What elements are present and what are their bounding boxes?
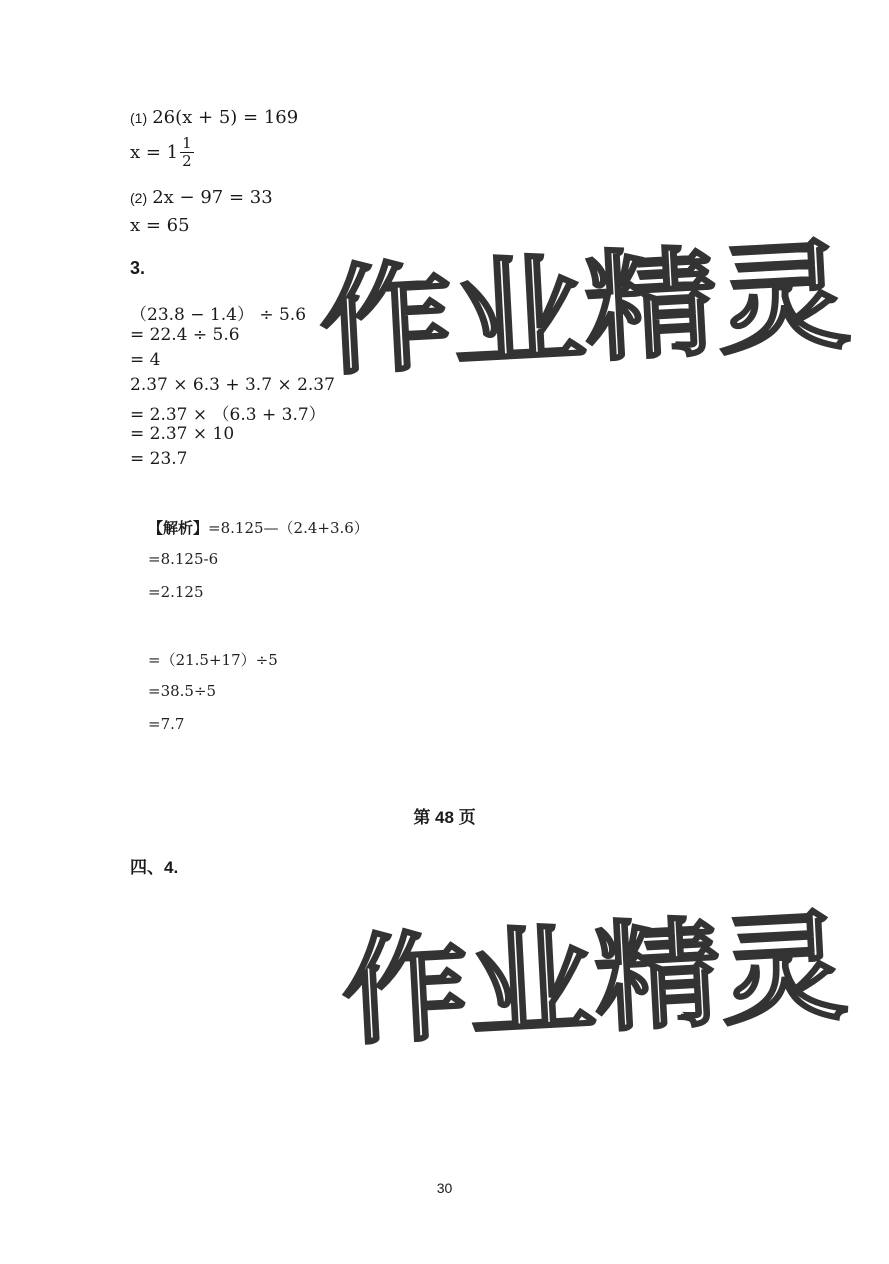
calc-line: = 2.37 × 10 bbox=[130, 424, 235, 444]
equation-1 bbox=[130, 107, 298, 128]
calc-line: = 23.7 bbox=[130, 449, 188, 469]
equation-2 bbox=[130, 187, 273, 208]
analysis-line: =（21.5+17）÷5 bbox=[148, 651, 278, 669]
watermark-logo bbox=[305, 225, 875, 400]
solution-1 bbox=[130, 136, 194, 169]
svg-text:作业精灵: 作业精灵 bbox=[316, 229, 796, 392]
calc-line: 2.37 × 6.3 + 3.7 × 2.37 bbox=[130, 375, 335, 395]
calc-line: （23.8 − 1.4） ÷ 5.6 bbox=[130, 305, 307, 325]
solution-2: x = 65 bbox=[130, 215, 190, 236]
calc-line: = 22.4 ÷ 5.6 bbox=[130, 325, 240, 345]
equation-2-label: (2) bbox=[130, 190, 148, 206]
page-heading: 第 48 页 bbox=[413, 808, 476, 827]
section-label: 四、4. bbox=[130, 858, 179, 877]
page-number: 30 bbox=[436, 1180, 453, 1196]
question-3-heading: 3. bbox=[130, 258, 146, 278]
mixed-fraction: $\frac{1}{2}$ bbox=[182, 134, 192, 170]
equation-2-text: 2x − 97 = 33 bbox=[152, 187, 273, 208]
analysis-line: =38.5÷5 bbox=[148, 682, 217, 700]
calc-line: = 2.37 × （6.3 + 3.7） bbox=[130, 405, 326, 425]
analysis-line-1: 【解析】=8.125—（2.4+3.6） bbox=[148, 519, 369, 537]
analysis-line: =2.125 bbox=[148, 583, 204, 601]
equation-1-label: (1) bbox=[130, 110, 148, 126]
svg-text:作业精灵: 作业精灵 bbox=[338, 898, 818, 1062]
equation-1-text: 26(x + 5) = 169 bbox=[152, 107, 299, 128]
analysis-label: 【解析】 bbox=[148, 520, 209, 537]
analysis-line: =8.125-6 bbox=[148, 550, 219, 568]
calc-line: = 4 bbox=[130, 350, 161, 370]
solution-1-prefix: x = 1 bbox=[130, 142, 179, 163]
watermark-logo bbox=[330, 890, 870, 1065]
analysis-line: =7.7 bbox=[148, 715, 185, 733]
